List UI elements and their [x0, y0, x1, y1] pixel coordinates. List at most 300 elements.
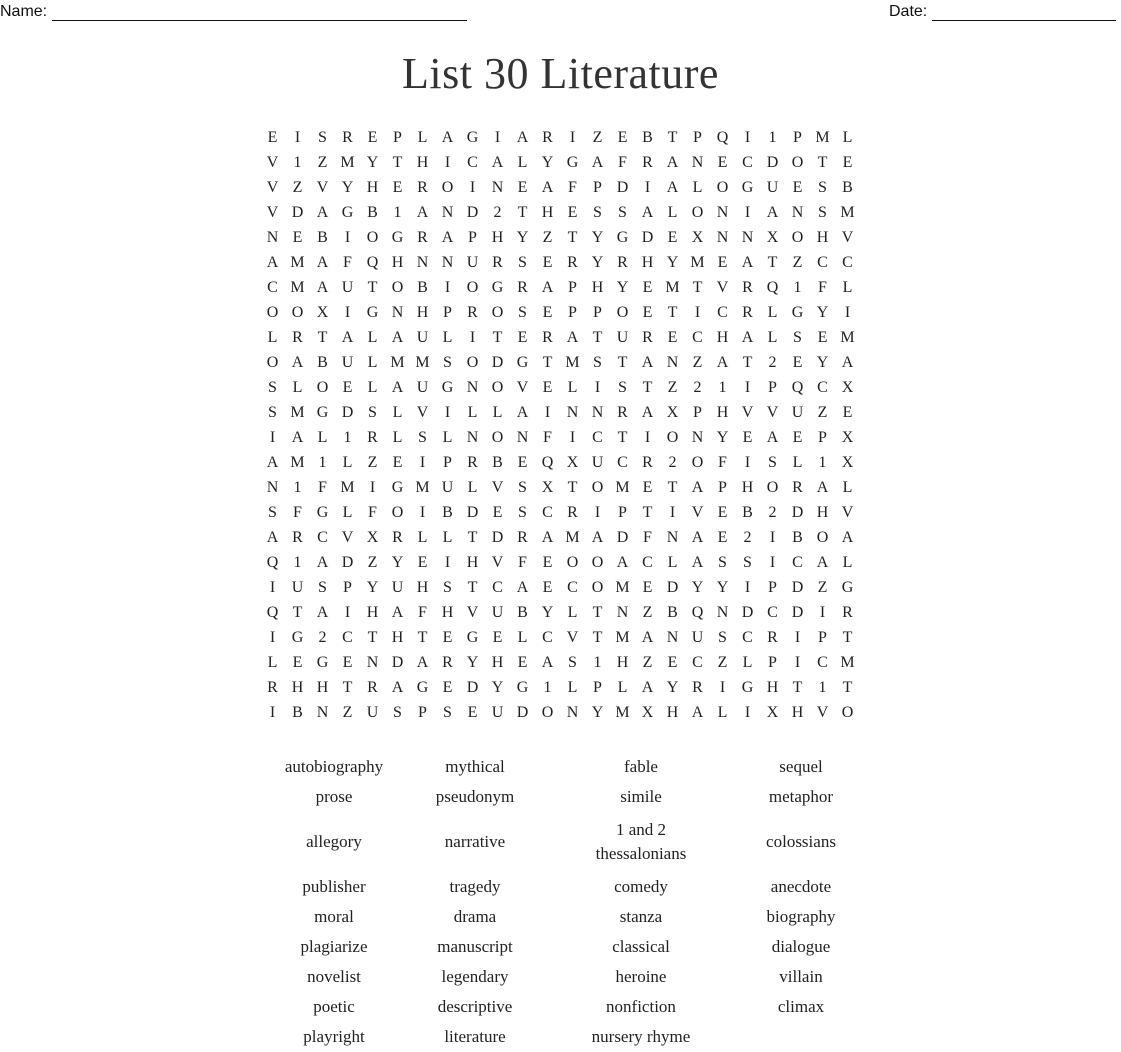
- grid-cell[interactable]: G: [341, 204, 354, 221]
- grid-cell[interactable]: U: [366, 704, 379, 721]
- grid-cell[interactable]: L: [567, 379, 578, 396]
- grid-cell[interactable]: 1: [818, 679, 827, 696]
- grid-cell[interactable]: D: [341, 554, 354, 571]
- grid-cell[interactable]: E: [417, 554, 428, 571]
- grid-cell[interactable]: V: [266, 179, 279, 196]
- grid-cell[interactable]: Y: [716, 579, 729, 596]
- grid-cell[interactable]: T: [542, 354, 553, 371]
- grid-cell[interactable]: M: [615, 479, 630, 496]
- grid-cell[interactable]: D: [491, 354, 504, 371]
- grid-cell[interactable]: G: [616, 229, 629, 246]
- grid-cell[interactable]: Q: [266, 604, 279, 621]
- grid-cell[interactable]: S: [768, 454, 777, 471]
- grid-cell[interactable]: I: [269, 579, 276, 596]
- grid-cell[interactable]: E: [717, 154, 728, 171]
- grid-cell[interactable]: B: [642, 129, 653, 146]
- grid-cell[interactable]: I: [294, 129, 301, 146]
- grid-cell[interactable]: I: [744, 454, 751, 471]
- grid-cell[interactable]: T: [592, 604, 603, 621]
- grid-cell[interactable]: G: [316, 404, 329, 421]
- grid-cell[interactable]: H: [816, 229, 829, 246]
- grid-cell[interactable]: X: [841, 429, 854, 446]
- grid-cell[interactable]: A: [266, 454, 279, 471]
- grid-cell[interactable]: A: [266, 529, 279, 546]
- grid-cell[interactable]: L: [767, 329, 778, 346]
- grid-cell[interactable]: Z: [292, 179, 303, 196]
- grid-cell[interactable]: M: [390, 354, 405, 371]
- grid-cell[interactable]: A: [266, 254, 279, 271]
- grid-cell[interactable]: I: [444, 154, 451, 171]
- grid-cell[interactable]: D: [791, 579, 804, 596]
- grid-cell[interactable]: N: [716, 604, 729, 621]
- grid-cell[interactable]: S: [268, 379, 277, 396]
- grid-cell[interactable]: Y: [591, 254, 604, 271]
- grid-cell[interactable]: N: [616, 604, 629, 621]
- name-blank-line[interactable]: [52, 3, 467, 21]
- grid-cell[interactable]: T: [817, 154, 828, 171]
- grid-cell[interactable]: O: [541, 704, 554, 721]
- grid-cell[interactable]: R: [417, 179, 428, 196]
- grid-cell[interactable]: D: [766, 154, 779, 171]
- grid-cell[interactable]: O: [791, 154, 804, 171]
- grid-cell[interactable]: G: [441, 379, 454, 396]
- grid-cell[interactable]: T: [392, 154, 403, 171]
- grid-cell[interactable]: H: [391, 629, 404, 646]
- grid-cell[interactable]: R: [642, 154, 653, 171]
- grid-cell[interactable]: I: [644, 429, 651, 446]
- grid-cell[interactable]: E: [717, 254, 728, 271]
- grid-cell[interactable]: 1: [318, 454, 327, 471]
- grid-cell[interactable]: T: [467, 529, 478, 546]
- grid-cell[interactable]: E: [842, 154, 853, 171]
- grid-cell[interactable]: A: [691, 479, 704, 496]
- grid-cell[interactable]: P: [818, 629, 827, 646]
- grid-cell[interactable]: E: [567, 204, 578, 221]
- grid-cell[interactable]: F: [643, 529, 652, 546]
- grid-cell[interactable]: G: [291, 629, 304, 646]
- grid-cell[interactable]: C: [267, 279, 278, 296]
- grid-cell[interactable]: I: [344, 304, 351, 321]
- grid-cell[interactable]: H: [416, 579, 429, 596]
- grid-cell[interactable]: L: [667, 204, 678, 221]
- grid-cell[interactable]: L: [267, 654, 278, 671]
- grid-cell[interactable]: Z: [717, 654, 728, 671]
- grid-cell[interactable]: A: [816, 554, 829, 571]
- grid-cell[interactable]: V: [516, 379, 529, 396]
- grid-cell[interactable]: Z: [592, 129, 603, 146]
- grid-cell[interactable]: R: [742, 304, 753, 321]
- grid-cell[interactable]: E: [467, 704, 478, 721]
- grid-cell[interactable]: P: [468, 229, 477, 246]
- grid-cell[interactable]: Y: [616, 279, 629, 296]
- grid-cell[interactable]: I: [769, 529, 776, 546]
- grid-cell[interactable]: A: [316, 604, 329, 621]
- grid-cell[interactable]: Q: [366, 254, 379, 271]
- grid-cell[interactable]: I: [719, 679, 726, 696]
- grid-cell[interactable]: H: [741, 479, 754, 496]
- grid-cell[interactable]: 2: [668, 454, 677, 471]
- grid-cell[interactable]: P: [693, 404, 702, 421]
- grid-cell[interactable]: Z: [817, 404, 828, 421]
- grid-cell[interactable]: T: [317, 329, 328, 346]
- grid-cell[interactable]: B: [442, 504, 453, 521]
- grid-cell[interactable]: A: [616, 554, 629, 571]
- grid-cell[interactable]: G: [516, 354, 529, 371]
- grid-cell[interactable]: G: [466, 129, 479, 146]
- grid-cell[interactable]: O: [691, 454, 704, 471]
- grid-cell[interactable]: 2: [493, 204, 502, 221]
- grid-cell[interactable]: Z: [642, 604, 653, 621]
- grid-cell[interactable]: N: [391, 304, 404, 321]
- grid-cell[interactable]: P: [593, 679, 602, 696]
- grid-cell[interactable]: H: [366, 179, 379, 196]
- grid-cell[interactable]: R: [542, 329, 553, 346]
- grid-cell[interactable]: Y: [391, 554, 404, 571]
- grid-cell[interactable]: S: [268, 504, 277, 521]
- grid-cell[interactable]: L: [417, 529, 428, 546]
- grid-cell[interactable]: O: [441, 179, 454, 196]
- grid-cell[interactable]: V: [816, 704, 829, 721]
- grid-cell[interactable]: U: [416, 379, 429, 396]
- grid-cell[interactable]: A: [316, 204, 329, 221]
- grid-cell[interactable]: H: [716, 329, 729, 346]
- grid-cell[interactable]: E: [342, 379, 353, 396]
- grid-cell[interactable]: C: [592, 429, 603, 446]
- grid-cell[interactable]: E: [667, 229, 678, 246]
- grid-cell[interactable]: E: [267, 129, 278, 146]
- grid-cell[interactable]: 1: [393, 204, 402, 221]
- grid-cell[interactable]: O: [691, 204, 704, 221]
- grid-cell[interactable]: T: [742, 354, 753, 371]
- grid-cell[interactable]: V: [491, 479, 504, 496]
- grid-cell[interactable]: P: [768, 654, 777, 671]
- grid-cell[interactable]: A: [691, 529, 704, 546]
- grid-cell[interactable]: U: [341, 279, 354, 296]
- grid-cell[interactable]: C: [542, 629, 553, 646]
- grid-cell[interactable]: C: [492, 579, 503, 596]
- grid-cell[interactable]: A: [691, 704, 704, 721]
- grid-cell[interactable]: U: [416, 329, 429, 346]
- grid-cell[interactable]: R: [642, 454, 653, 471]
- grid-cell[interactable]: R: [292, 529, 303, 546]
- grid-cell[interactable]: P: [443, 304, 452, 321]
- grid-cell[interactable]: P: [768, 379, 777, 396]
- grid-cell[interactable]: E: [517, 654, 528, 671]
- grid-cell[interactable]: U: [341, 354, 354, 371]
- grid-cell[interactable]: S: [618, 379, 627, 396]
- grid-cell[interactable]: S: [518, 304, 527, 321]
- grid-cell[interactable]: L: [742, 654, 753, 671]
- grid-cell[interactable]: H: [641, 254, 654, 271]
- grid-cell[interactable]: G: [791, 304, 804, 321]
- grid-cell[interactable]: B: [667, 604, 678, 621]
- grid-cell[interactable]: 2: [693, 379, 702, 396]
- grid-cell[interactable]: Z: [667, 379, 678, 396]
- grid-cell[interactable]: L: [617, 679, 628, 696]
- grid-cell[interactable]: A: [341, 329, 354, 346]
- grid-cell[interactable]: D: [341, 404, 354, 421]
- grid-cell[interactable]: E: [667, 329, 678, 346]
- grid-cell[interactable]: X: [766, 229, 779, 246]
- grid-cell[interactable]: O: [791, 229, 804, 246]
- grid-cell[interactable]: D: [791, 504, 804, 521]
- grid-cell[interactable]: Y: [816, 304, 829, 321]
- grid-cell[interactable]: O: [766, 479, 779, 496]
- grid-cell[interactable]: 2: [318, 629, 327, 646]
- grid-cell[interactable]: P: [568, 304, 577, 321]
- grid-cell[interactable]: I: [669, 504, 676, 521]
- grid-cell[interactable]: D: [741, 604, 754, 621]
- grid-cell[interactable]: E: [442, 629, 453, 646]
- grid-cell[interactable]: F: [343, 254, 352, 271]
- grid-cell[interactable]: E: [542, 554, 553, 571]
- grid-cell[interactable]: G: [741, 179, 754, 196]
- grid-cell[interactable]: A: [391, 604, 404, 621]
- grid-cell[interactable]: S: [268, 404, 277, 421]
- grid-cell[interactable]: V: [316, 179, 329, 196]
- grid-cell[interactable]: O: [591, 554, 604, 571]
- grid-cell[interactable]: P: [393, 129, 402, 146]
- grid-cell[interactable]: T: [492, 329, 503, 346]
- grid-cell[interactable]: C: [817, 254, 828, 271]
- grid-cell[interactable]: Y: [341, 179, 354, 196]
- grid-cell[interactable]: V: [716, 279, 729, 296]
- grid-cell[interactable]: 1: [293, 479, 302, 496]
- grid-cell[interactable]: M: [340, 154, 355, 171]
- grid-cell[interactable]: T: [642, 504, 653, 521]
- grid-cell[interactable]: P: [818, 429, 827, 446]
- grid-cell[interactable]: L: [717, 704, 728, 721]
- grid-cell[interactable]: F: [418, 604, 427, 621]
- grid-cell[interactable]: O: [466, 354, 479, 371]
- grid-cell[interactable]: D: [666, 579, 679, 596]
- grid-cell[interactable]: D: [391, 654, 404, 671]
- grid-cell[interactable]: T: [367, 629, 378, 646]
- grid-cell[interactable]: T: [517, 204, 528, 221]
- grid-cell[interactable]: L: [567, 679, 578, 696]
- grid-cell[interactable]: O: [716, 179, 729, 196]
- grid-cell[interactable]: A: [841, 354, 854, 371]
- grid-cell[interactable]: E: [292, 229, 303, 246]
- grid-cell[interactable]: A: [591, 154, 604, 171]
- grid-cell[interactable]: Z: [642, 654, 653, 671]
- grid-cell[interactable]: A: [391, 329, 404, 346]
- grid-cell[interactable]: U: [591, 454, 604, 471]
- grid-cell[interactable]: T: [667, 304, 678, 321]
- grid-cell[interactable]: N: [566, 404, 579, 421]
- grid-cell[interactable]: L: [842, 479, 853, 496]
- grid-cell[interactable]: I: [269, 704, 276, 721]
- grid-cell[interactable]: I: [494, 129, 501, 146]
- grid-cell[interactable]: L: [667, 554, 678, 571]
- grid-cell[interactable]: L: [692, 179, 703, 196]
- grid-cell[interactable]: B: [742, 504, 753, 521]
- grid-cell[interactable]: I: [744, 129, 751, 146]
- grid-cell[interactable]: T: [617, 429, 628, 446]
- grid-cell[interactable]: I: [744, 579, 751, 596]
- grid-cell[interactable]: H: [291, 679, 304, 696]
- grid-cell[interactable]: V: [841, 504, 854, 521]
- grid-cell[interactable]: I: [819, 604, 826, 621]
- grid-cell[interactable]: D: [791, 604, 804, 621]
- grid-cell[interactable]: R: [292, 329, 303, 346]
- grid-cell[interactable]: O: [616, 304, 629, 321]
- grid-cell[interactable]: I: [694, 304, 701, 321]
- grid-cell[interactable]: H: [491, 229, 504, 246]
- grid-cell[interactable]: R: [517, 279, 528, 296]
- grid-cell[interactable]: E: [492, 629, 503, 646]
- grid-cell[interactable]: V: [466, 604, 479, 621]
- grid-cell[interactable]: A: [766, 204, 779, 221]
- grid-cell[interactable]: P: [693, 129, 702, 146]
- grid-cell[interactable]: A: [591, 529, 604, 546]
- grid-cell[interactable]: A: [541, 654, 554, 671]
- grid-cell[interactable]: O: [591, 479, 604, 496]
- grid-cell[interactable]: N: [666, 529, 679, 546]
- grid-cell[interactable]: X: [841, 379, 854, 396]
- grid-cell[interactable]: H: [791, 704, 804, 721]
- grid-cell[interactable]: R: [417, 229, 428, 246]
- grid-cell[interactable]: V: [741, 404, 754, 421]
- grid-cell[interactable]: Z: [342, 704, 353, 721]
- grid-cell[interactable]: S: [518, 254, 527, 271]
- grid-cell[interactable]: I: [744, 379, 751, 396]
- grid-cell[interactable]: P: [793, 129, 802, 146]
- grid-cell[interactable]: D: [616, 179, 629, 196]
- grid-cell[interactable]: T: [842, 679, 853, 696]
- grid-cell[interactable]: N: [716, 229, 729, 246]
- grid-cell[interactable]: Y: [366, 579, 379, 596]
- grid-cell[interactable]: M: [615, 629, 630, 646]
- grid-cell[interactable]: O: [266, 354, 279, 371]
- grid-cell[interactable]: T: [567, 229, 578, 246]
- grid-cell[interactable]: R: [792, 479, 803, 496]
- grid-cell[interactable]: X: [666, 404, 679, 421]
- grid-cell[interactable]: F: [718, 454, 727, 471]
- grid-cell[interactable]: A: [766, 429, 779, 446]
- grid-cell[interactable]: L: [367, 354, 378, 371]
- grid-cell[interactable]: M: [840, 654, 855, 671]
- grid-cell[interactable]: H: [416, 154, 429, 171]
- grid-cell[interactable]: U: [491, 604, 504, 621]
- grid-cell[interactable]: A: [316, 254, 329, 271]
- grid-cell[interactable]: H: [541, 204, 554, 221]
- grid-cell[interactable]: Z: [792, 254, 803, 271]
- grid-cell[interactable]: M: [665, 279, 680, 296]
- grid-cell[interactable]: I: [844, 304, 851, 321]
- grid-cell[interactable]: A: [516, 579, 529, 596]
- grid-cell[interactable]: I: [644, 179, 651, 196]
- grid-cell[interactable]: C: [692, 654, 703, 671]
- grid-cell[interactable]: M: [290, 404, 305, 421]
- grid-cell[interactable]: Y: [666, 679, 679, 696]
- grid-cell[interactable]: L: [442, 429, 453, 446]
- grid-cell[interactable]: A: [641, 354, 654, 371]
- grid-cell[interactable]: R: [467, 454, 478, 471]
- grid-cell[interactable]: L: [517, 154, 528, 171]
- grid-cell[interactable]: Z: [692, 354, 703, 371]
- grid-cell[interactable]: H: [491, 654, 504, 671]
- grid-cell[interactable]: S: [618, 204, 627, 221]
- grid-cell[interactable]: A: [641, 629, 654, 646]
- grid-cell[interactable]: T: [767, 254, 778, 271]
- grid-cell[interactable]: N: [741, 229, 754, 246]
- grid-cell[interactable]: H: [416, 304, 429, 321]
- grid-cell[interactable]: C: [317, 529, 328, 546]
- grid-cell[interactable]: L: [517, 629, 528, 646]
- grid-cell[interactable]: F: [318, 479, 327, 496]
- grid-cell[interactable]: A: [816, 479, 829, 496]
- grid-cell[interactable]: V: [841, 229, 854, 246]
- grid-cell[interactable]: R: [842, 604, 853, 621]
- grid-cell[interactable]: Y: [541, 604, 554, 621]
- grid-cell[interactable]: U: [391, 579, 404, 596]
- grid-cell[interactable]: H: [441, 604, 454, 621]
- grid-cell[interactable]: G: [491, 279, 504, 296]
- grid-cell[interactable]: S: [518, 479, 527, 496]
- grid-cell[interactable]: R: [492, 254, 503, 271]
- grid-cell[interactable]: N: [666, 354, 679, 371]
- grid-cell[interactable]: P: [618, 504, 627, 521]
- grid-cell[interactable]: C: [767, 604, 778, 621]
- grid-cell[interactable]: G: [366, 304, 379, 321]
- grid-cell[interactable]: M: [565, 529, 580, 546]
- grid-cell[interactable]: R: [392, 529, 403, 546]
- grid-cell[interactable]: I: [369, 479, 376, 496]
- grid-cell[interactable]: V: [766, 404, 779, 421]
- grid-cell[interactable]: M: [340, 479, 355, 496]
- grid-cell[interactable]: I: [444, 279, 451, 296]
- grid-cell[interactable]: S: [743, 554, 752, 571]
- grid-cell[interactable]: B: [492, 454, 503, 471]
- grid-cell[interactable]: O: [316, 379, 329, 396]
- grid-cell[interactable]: S: [318, 129, 327, 146]
- grid-cell[interactable]: N: [441, 254, 454, 271]
- grid-cell[interactable]: O: [591, 579, 604, 596]
- grid-cell[interactable]: E: [792, 354, 803, 371]
- grid-cell[interactable]: S: [593, 354, 602, 371]
- grid-cell[interactable]: Y: [591, 704, 604, 721]
- grid-cell[interactable]: T: [417, 629, 428, 646]
- grid-cell[interactable]: E: [342, 654, 353, 671]
- grid-cell[interactable]: S: [718, 554, 727, 571]
- grid-cell[interactable]: 1: [293, 154, 302, 171]
- grid-cell[interactable]: T: [692, 279, 703, 296]
- grid-cell[interactable]: A: [641, 404, 654, 421]
- grid-cell[interactable]: X: [766, 704, 779, 721]
- grid-cell[interactable]: U: [466, 254, 479, 271]
- grid-cell[interactable]: L: [342, 454, 353, 471]
- grid-cell[interactable]: E: [392, 454, 403, 471]
- grid-cell[interactable]: H: [591, 279, 604, 296]
- grid-cell[interactable]: A: [741, 254, 754, 271]
- grid-cell[interactable]: G: [841, 579, 854, 596]
- grid-cell[interactable]: T: [617, 354, 628, 371]
- grid-cell[interactable]: L: [367, 329, 378, 346]
- grid-cell[interactable]: G: [416, 679, 429, 696]
- grid-cell[interactable]: E: [717, 504, 728, 521]
- grid-cell[interactable]: V: [491, 554, 504, 571]
- grid-cell[interactable]: A: [666, 179, 679, 196]
- grid-cell[interactable]: O: [666, 429, 679, 446]
- grid-cell[interactable]: U: [291, 579, 304, 596]
- grid-cell[interactable]: X: [641, 704, 654, 721]
- grid-cell[interactable]: R: [617, 404, 628, 421]
- grid-cell[interactable]: Y: [491, 679, 504, 696]
- grid-cell[interactable]: P: [443, 454, 452, 471]
- grid-cell[interactable]: F: [618, 154, 627, 171]
- name-field[interactable]: [0, 3, 467, 21]
